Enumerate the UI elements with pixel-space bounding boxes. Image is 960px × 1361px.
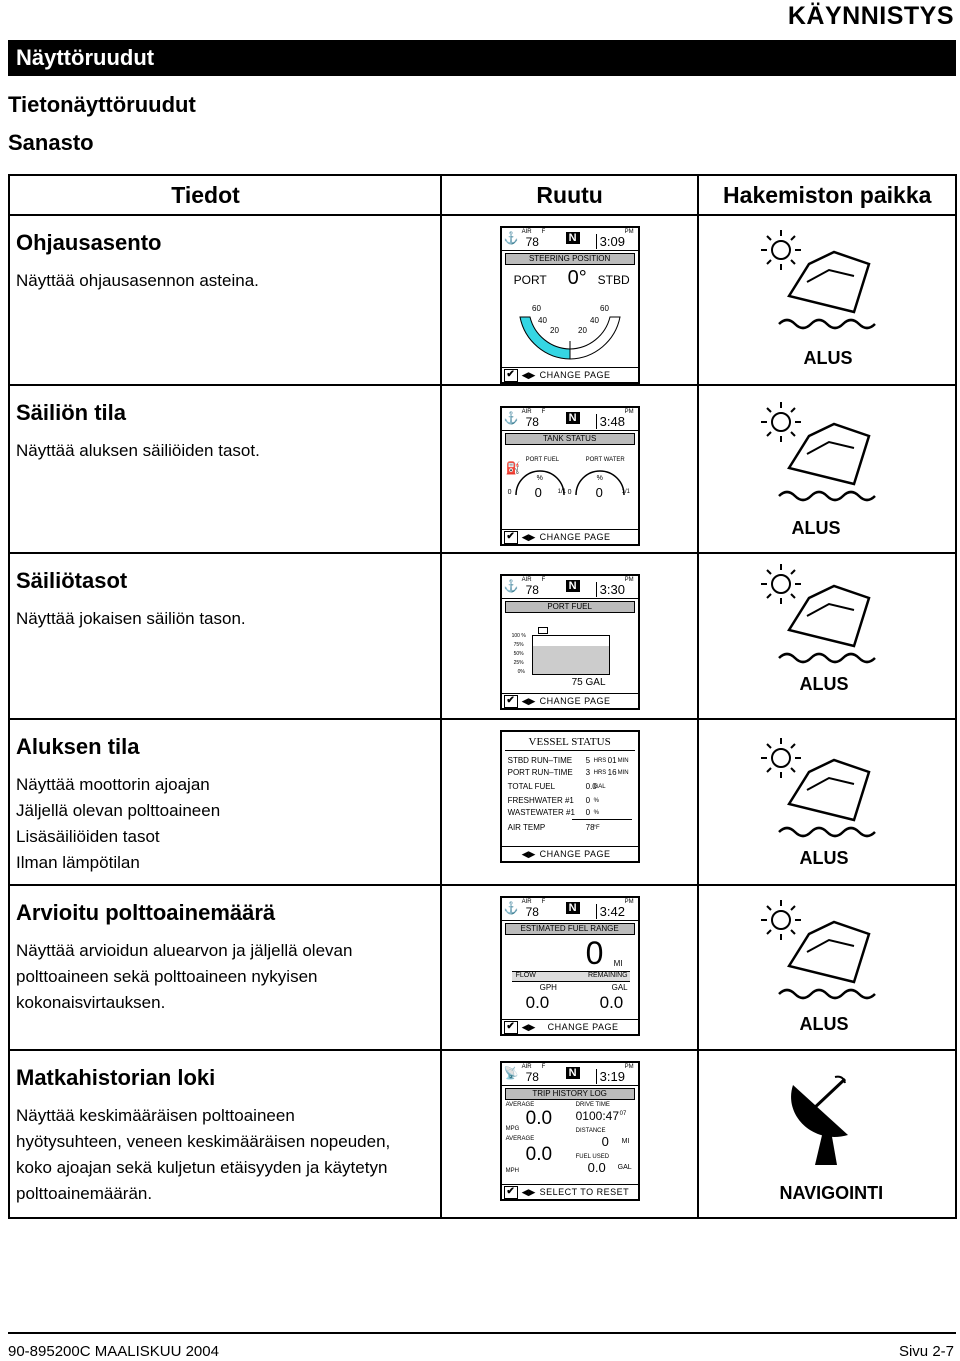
check-icon[interactable]: ✔: [504, 1021, 518, 1034]
fuel-pump-icon: ⛽: [505, 461, 521, 475]
row-desc: Näyttää keskimääräisen polttoaineen hyötysuhteen, veneen keskimääräisen nopeuden, koko ajoajan sekä kuljetun etäisyyden ja käytetyn polttoainemäärän.: [16, 1106, 391, 1203]
section-header: KÄYNNISTYS: [787, 2, 954, 30]
col-info: Tiedot: [9, 175, 441, 215]
vessel-status-row: PORT RUN–TIME 3 HRS 16 MIN: [507, 768, 629, 777]
dir-label: ALUS: [803, 348, 853, 368]
dir-label: ALUS: [799, 848, 849, 868]
table-row: [9, 215, 956, 385]
change-page-button[interactable]: CHANGE PAGE: [539, 849, 611, 859]
col-screen: Ruutu: [441, 175, 699, 215]
tank-cap-icon: [538, 627, 548, 634]
select-to-reset-button[interactable]: SELECT TO RESET: [539, 1187, 630, 1197]
gear-indicator: N: [566, 1067, 580, 1079]
check-icon[interactable]: [504, 848, 516, 859]
change-page-button[interactable]: CHANGE PAGE: [539, 370, 611, 380]
left-right-arrow-icon[interactable]: ◀▶: [521, 849, 536, 859]
table-row: [9, 1050, 956, 1218]
tank-outline: [532, 635, 610, 675]
lcd-trip-history: 📡 AIR F 78 N 3:19 PM TRIP HISTORY LOG AVERAGE 0.0 MPG AVERAGE 0.0 MPH DRIVE TIME 0100:47 07 DISTANCE 0 MI FUEL USED 0.0 GAL ✔ ◀▶ SELECT TO RESET: [500, 1061, 640, 1201]
lcd-fuel-range: ⚓ AIR F 78 N 3:42 PM ESTIMATED FUEL RANGE 0 MI FLOW REMAINING GPH GAL 0.0 0.0 ✔ ◀▶ CHANGE PAGE: [500, 896, 640, 1036]
lcd-vessel-status: VESSEL STATUS STBD RUN–TIME 5 HRS 01 MIN PORT RUN–TIME 3 HRS 16 MIN TOTAL FUEL 0.0 GAL FRESHWATER #1 0 % WASTEWATER #1 0 % AIR TEMP 78 °F ◀▶ CHANGE PAGE: [500, 730, 640, 863]
helm-icon: ⚓: [503, 901, 519, 915]
gear-indicator: N: [566, 902, 580, 914]
svg-text:20: 20: [577, 326, 587, 335]
left-right-arrow-icon[interactable]: ◀▶: [521, 1022, 536, 1032]
row-title: Arvioitu polttoainemäärä: [16, 900, 276, 925]
row-desc: Näyttää arvioidun aluearvon ja jäljellä olevan polttoaineen sekä polttoaineen nykyisen kokonaisvirtauksen.: [16, 941, 353, 1012]
left-right-arrow-icon[interactable]: ◀▶: [521, 1187, 536, 1197]
page-number: Sivu 2-7: [898, 1343, 954, 1360]
row-title: Aluksen tila: [16, 734, 140, 759]
svg-text:60: 60: [531, 304, 541, 313]
subtitle-info-screens: Tietonäyttöruudut: [8, 92, 196, 117]
row-desc: Näyttää moottorin ajoajan Jäljellä olevan polttoaineen Lisäsäiliöiden tasot Ilman lämpötilan: [16, 775, 221, 872]
table-row: [9, 385, 956, 553]
svg-text:60: 60: [599, 304, 609, 313]
check-icon[interactable]: ✔: [504, 369, 518, 382]
subtitle-glossary: Sanasto: [8, 130, 94, 155]
dir-label: ALUS: [799, 1014, 849, 1034]
helm-icon: ⚓: [503, 579, 519, 593]
satellite-dish-icon: [773, 1065, 883, 1175]
row-title: Säiliötasot: [16, 568, 128, 593]
tank-gauges: [502, 463, 638, 503]
vessel-icon: [759, 732, 889, 852]
change-page-button[interactable]: CHANGE PAGE: [539, 532, 611, 542]
dir-label: NAVIGOINTI: [779, 1183, 884, 1203]
check-icon[interactable]: ✔: [504, 531, 518, 544]
row-desc: Näyttää ohjausasennon asteina.: [16, 271, 259, 290]
vessel-status-row: AIR TEMP 78 °F: [507, 823, 600, 832]
row-desc: Näyttää jokaisen säiliön tason.: [16, 609, 246, 628]
lcd-steering: ⚓ AIR F 78 N 3:09 PM STEERING POSITION PORT 0° STBD 60 40 20 20 40 60 ✔ ◀▶ CHANGE PAGE: [500, 226, 640, 384]
table-header-row: [9, 175, 956, 215]
vessel-status-row: STBD RUN–TIME 5 HRS 01 MIN: [507, 756, 629, 765]
lcd-port-fuel: ⚓ AIR F 78 N 3:30 PM PORT FUEL 100 % 75% 50% 25% 0% 75 GAL ✔ ◀▶ CHANGE PAGE: [500, 574, 640, 710]
table-row: [9, 885, 956, 1050]
vessel-status-divider: [572, 819, 632, 820]
left-right-arrow-icon[interactable]: ◀▶: [521, 532, 536, 542]
helm-icon: ⚓: [503, 411, 519, 425]
vessel-icon: [759, 224, 889, 344]
change-page-button[interactable]: CHANGE PAGE: [547, 1022, 619, 1032]
dir-label: ALUS: [799, 674, 849, 694]
vessel-icon: [759, 558, 889, 678]
table-row: [9, 719, 956, 885]
left-right-arrow-icon[interactable]: ◀▶: [521, 696, 536, 706]
svg-text:40: 40: [589, 316, 599, 325]
check-icon[interactable]: ✔: [504, 695, 518, 708]
lcd-tank-status: ⚓ AIR F 78 N 3:48 PM TANK STATUS ⛽ PORT FUEL PORT WATER % % 0 0 1/1 0 0 1/1 ✔ ◀▶ CHANGE PAGE: [500, 406, 640, 546]
svg-text:20: 20: [549, 326, 559, 335]
tank-level-fill: [533, 646, 609, 675]
vessel-icon: [759, 894, 889, 1014]
vessel-status-row: FRESHWATER #1 0 %: [507, 796, 599, 805]
screens-table: [8, 174, 957, 1219]
row-title: Ohjausasento: [16, 230, 162, 255]
table-row: [9, 553, 956, 719]
check-icon[interactable]: ✔: [504, 1186, 518, 1199]
svg-text:40: 40: [537, 316, 547, 325]
gear-indicator: N: [566, 232, 580, 244]
row-title: Matkahistorian loki: [16, 1065, 216, 1090]
left-right-arrow-icon[interactable]: ◀▶: [521, 370, 536, 380]
title-bar: [8, 40, 956, 76]
gear-indicator: N: [566, 580, 580, 592]
change-page-button[interactable]: CHANGE PAGE: [539, 696, 611, 706]
vessel-status-row: WASTEWATER #1 0 %: [507, 808, 599, 817]
row-title: Säiliön tila: [16, 400, 127, 425]
gear-indicator: N: [566, 412, 580, 424]
vessel-status-row: TOTAL FUEL 0.0 GAL: [507, 782, 606, 791]
vessel-icon: [759, 396, 889, 516]
document-number: 90-895200C MAALISKUU 2004: [8, 1343, 219, 1360]
page-title: Näyttöruudut: [16, 45, 155, 70]
footer-divider: [8, 1332, 956, 1334]
dir-label: ALUS: [791, 518, 841, 538]
helm-icon: ⚓: [503, 231, 519, 245]
satellite-dish-icon: 📡: [503, 1066, 519, 1080]
row-desc: Näyttää aluksen säiliöiden tasot.: [16, 441, 260, 460]
steering-gauge: [502, 297, 638, 367]
col-dir: Hakemiston paikka: [698, 175, 956, 215]
